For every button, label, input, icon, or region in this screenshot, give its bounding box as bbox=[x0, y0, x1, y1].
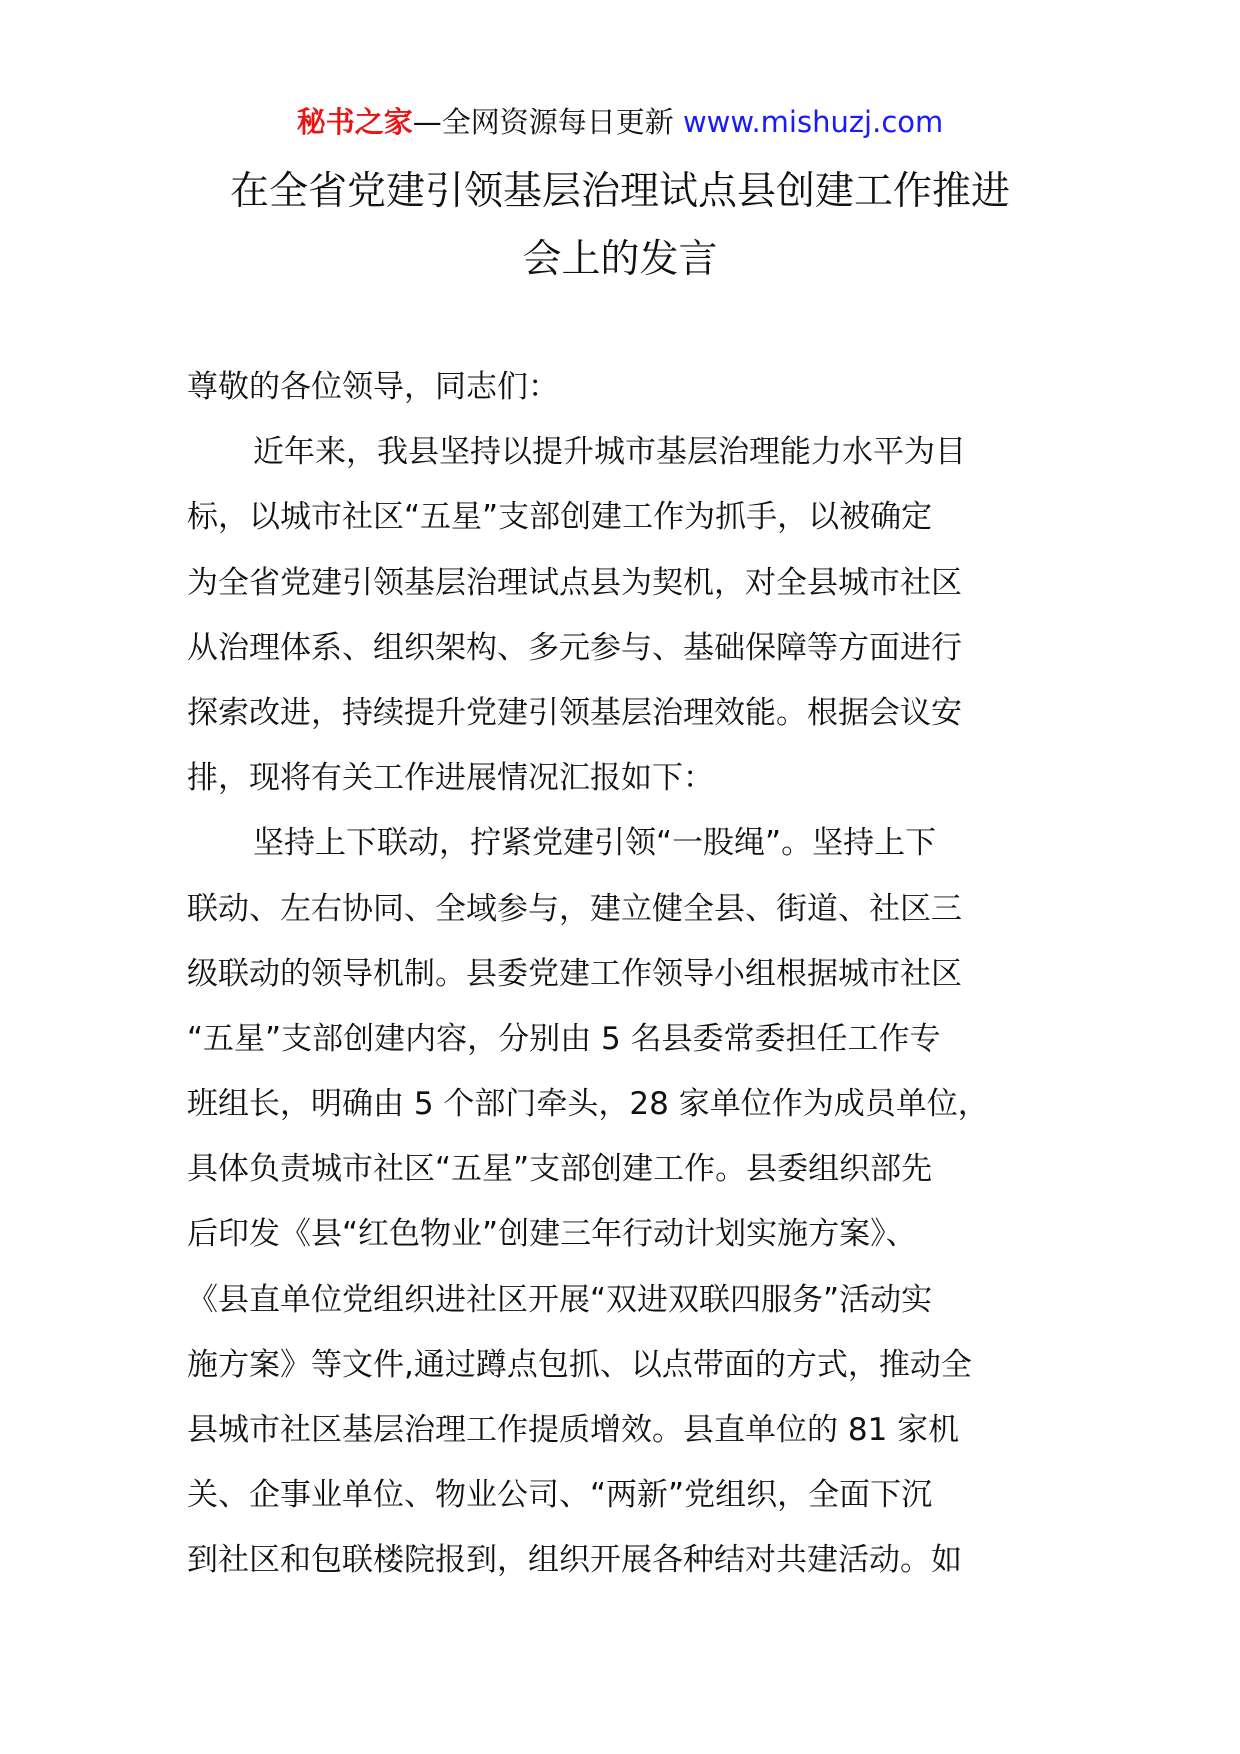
text-line: 关、企事业单位、物业公司、“两新”党组织，全面下沉 bbox=[187, 1477, 933, 1514]
text-line: 《县直单位党组织进社区开展“双进双联四服务”活动实 bbox=[187, 1281, 933, 1318]
salutation: 尊敬的各位领导，同志们： bbox=[187, 369, 559, 405]
paragraph-2 bbox=[187, 811, 1057, 1593]
text-line: 排，现将有关工作进展情况汇报如下： bbox=[187, 760, 714, 797]
text-line: 为全省党建引领基层治理试点县为契机，对全县城市社区 bbox=[187, 564, 962, 601]
paragraph-1 bbox=[187, 420, 1057, 811]
document-body bbox=[187, 355, 1057, 1594]
document-title bbox=[120, 158, 1120, 294]
text-line: 县城市社区基层治理工作提质增效。县直单位的 81 家机 bbox=[187, 1412, 960, 1448]
text-line: 探索改进，持续提升党建引领基层治理效能。根据会议安 bbox=[187, 694, 962, 731]
text-line: 后印发《县“红色物业”创建三年行动计划实施方案》、 bbox=[187, 1216, 917, 1253]
text-line: 级联动的领导机制。县委党建工作领导小组根据城市社区 bbox=[187, 955, 962, 992]
text-line: 施方案》等文件,通过蹲点包抓、以点带面的方式，推动全 bbox=[187, 1346, 972, 1383]
text-line: 具体负责城市社区“五星”支部创建工作。县委组织部先 bbox=[187, 1151, 933, 1188]
site-slogan: —全网资源每日更新 bbox=[412, 105, 683, 139]
text-line: 从治理体系、组织架构、多元参与、基础保障等方面进行 bbox=[187, 629, 962, 666]
text-line: 班组长，明确由 5 个部门牵头，28 家单位作为成员单位， bbox=[187, 1086, 989, 1123]
site-brand: 秘书之家 bbox=[296, 105, 413, 139]
text-line: 近年来，我县坚持以提升城市基层治理能力水平为目 bbox=[253, 434, 966, 471]
site-url-link[interactable]: www.mishuzj.com bbox=[682, 105, 944, 139]
text-line: 联动、左右协同、全域参与，建立健全县、街道、社区三 bbox=[187, 890, 962, 927]
text-line: 标，以城市社区“五星”支部创建工作为抓手，以被确定 bbox=[187, 499, 933, 536]
title-line-1: 在全省党建引领基层治理试点县创建工作推进 bbox=[229, 169, 1010, 214]
text-line: 到社区和包联楼院报到，组织开展各种结对共建活动。如 bbox=[187, 1542, 962, 1579]
text-line: “五星”支部创建内容，分别由 5 名县委常委担任工作专 bbox=[187, 1020, 941, 1057]
text-line: 坚持上下联动，拧紧党建引领“一股绳”。坚持上下 bbox=[253, 825, 937, 862]
title-line-2: 会上的发言 bbox=[522, 237, 718, 282]
site-header bbox=[0, 102, 1240, 142]
